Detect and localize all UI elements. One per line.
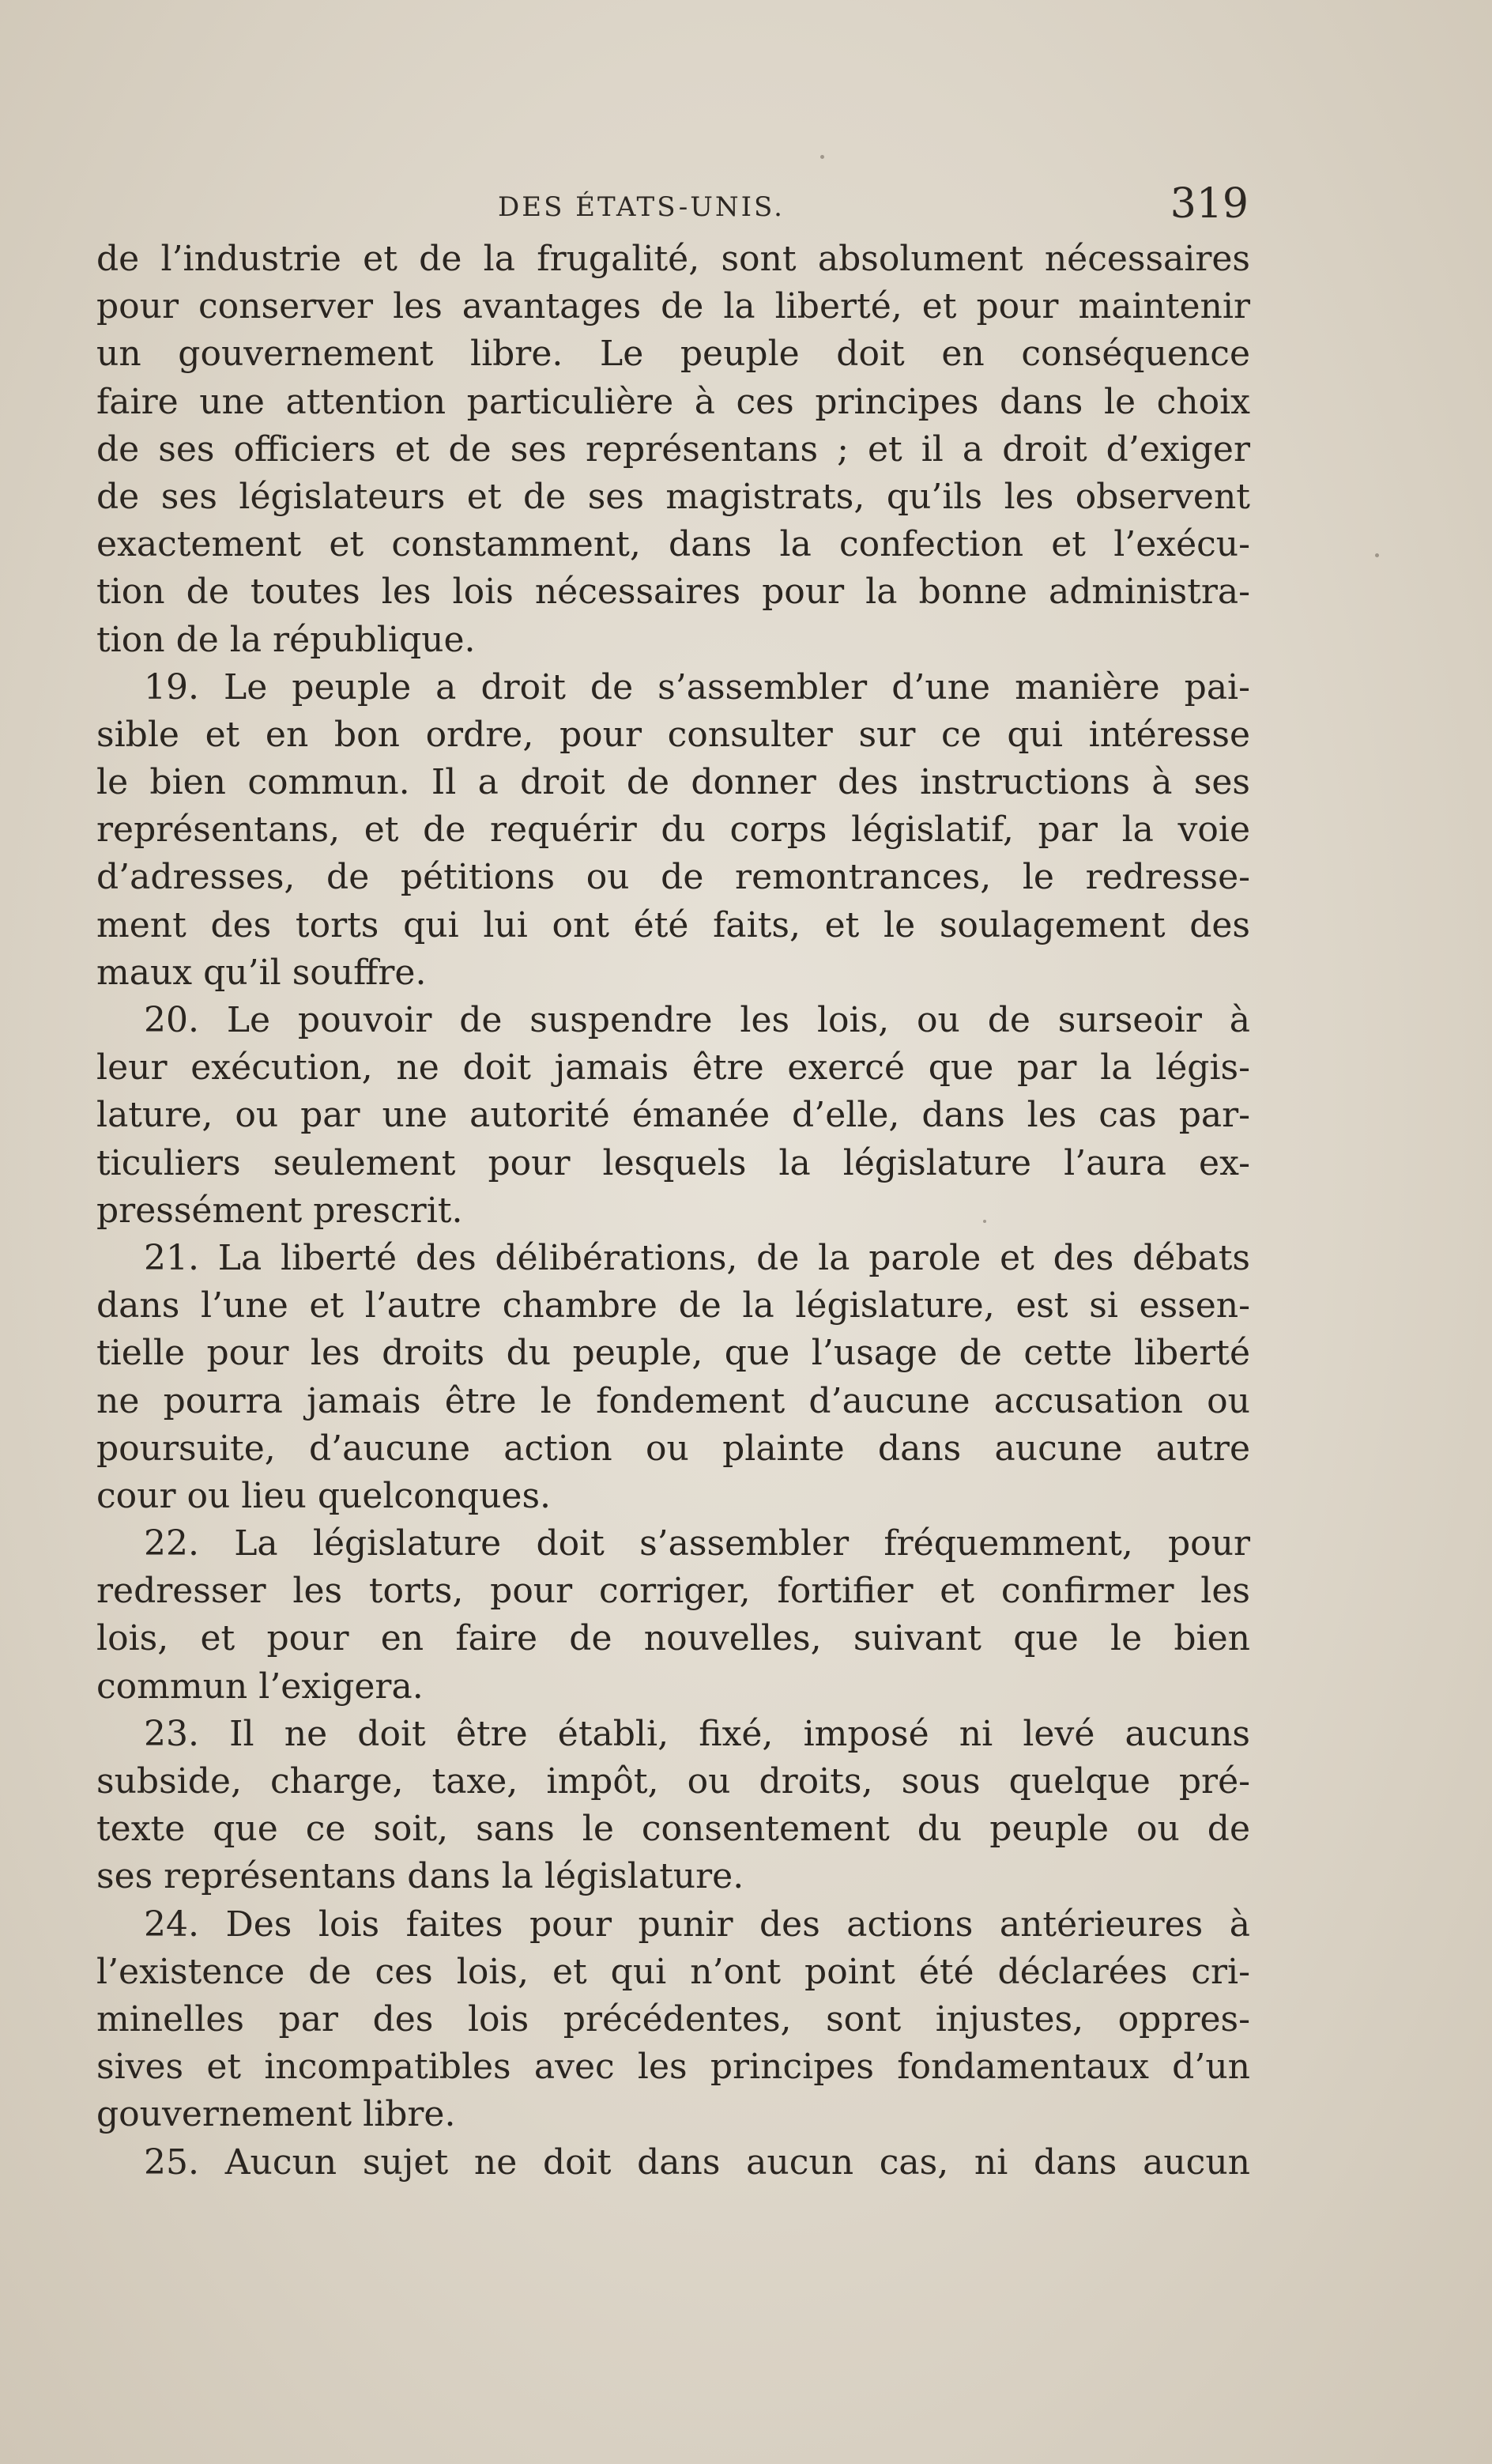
- text-line: 24. Des lois faites pour punir des actions antérieures à: [144, 1904, 1250, 1945]
- running-head: DES ÉTATS-UNIS.: [498, 191, 785, 223]
- text-line: 20. Le pouvoir de suspendre les lois, ou de surseoir à: [144, 1000, 1250, 1040]
- text-line: 19. Le peuple a droit de s’assembler d’une manière pai-: [144, 666, 1250, 708]
- text-line: tion de la république.: [96, 619, 476, 660]
- text-line: faire une attention particulière à ces principes dans le choix: [96, 381, 1250, 422]
- text-line: texte que ce soit, sans le consentement du peuple ou de: [96, 1809, 1250, 1850]
- text-line: lature, ou par une autorité émanée d’elle, dans les cas par-: [96, 1095, 1250, 1136]
- text-line: dans l’une et l’autre chambre de la législature, est si essen-: [96, 1285, 1250, 1326]
- text-line: pour conserver les avantages de la liberté, et pour maintenir: [96, 286, 1250, 327]
- text-line: 23. Il ne doit être établi, fixé, imposé ni levé aucuns: [144, 1713, 1250, 1754]
- text-line: le bien commun. Il a droit de donner des instructions à ses: [96, 762, 1250, 803]
- text-line: ne pourra jamais être le fondement d’aucune accusation ou: [96, 1380, 1250, 1421]
- text-line: tion de toutes les lois nécessaires pour la bonne administra-: [96, 572, 1250, 613]
- text-line: 21. La liberté des délibérations, de la parole et des débats: [144, 1237, 1250, 1278]
- text-line: tielle pour les droits du peuple, que l’usage de cette liberté: [96, 1333, 1250, 1374]
- body-text: [96, 236, 1250, 2187]
- text-line: de ses officiers et de ses représentans ; et il a droit d’exiger: [96, 428, 1250, 470]
- page-number: 319: [1170, 180, 1249, 228]
- text-line: exactement et constamment, dans la confection et l’exécu-: [96, 524, 1250, 565]
- text-line: ses représentans dans la législature.: [96, 1856, 744, 1897]
- text-line: cour ou lieu quelconques.: [96, 1475, 552, 1516]
- text-line: poursuite, d’aucune action ou plainte dans aucune autre: [96, 1428, 1250, 1469]
- text-line: 22. La législature doit s’assembler fréquemment, pour: [144, 1523, 1250, 1564]
- text-line: gouvernement libre.: [96, 2094, 456, 2135]
- text-line: minelles par des lois précédentes, sont injustes, oppres-: [96, 1998, 1250, 2039]
- text-line: 25. Aucun sujet ne doit dans aucun cas, ni dans aucun: [144, 2141, 1250, 2183]
- text-line: l’existence de ces lois, et qui n’ont point été déclarées cri-: [96, 1951, 1250, 1992]
- text-line: sible et en bon ordre, pour consulter sur ce qui intéresse: [96, 714, 1250, 755]
- text-line: commun l’exigera.: [96, 1666, 424, 1707]
- page-header: [95, 180, 1249, 243]
- text-line: sives et incompatibles avec les principes fondamentaux d’un: [96, 2047, 1250, 2088]
- text-line: lois, et pour en faire de nouvelles, suivant que le bien: [96, 1618, 1250, 1659]
- text-line: redresser les torts, pour corriger, fortifier et confirmer les: [96, 1571, 1250, 1612]
- text-line: maux qu’il souffre.: [96, 952, 427, 993]
- text-line: d’adresses, de pétitions ou de remontrances, le redresse-: [96, 857, 1250, 898]
- text-line: de ses législateurs et de ses magistrats, qu’ils les observent: [96, 476, 1250, 517]
- text-line: subside, charge, taxe, impôt, ou droits, sous quelque pré-: [96, 1761, 1250, 1802]
- paper-speck: [820, 155, 824, 159]
- paper-speck: [1375, 553, 1379, 557]
- text-line: leur exécution, ne doit jamais être exercé que par la légis-: [96, 1047, 1250, 1089]
- text-line: ticuliers seulement pour lesquels la législature l’aura ex-: [96, 1142, 1250, 1183]
- text-line: pressément prescrit.: [96, 1190, 463, 1231]
- text-line: de l’industrie et de la frugalité, sont absolument nécessaires: [96, 239, 1250, 279]
- text-line: un gouvernement libre. Le peuple doit en conséquence: [96, 334, 1250, 375]
- text-line: représentans, et de requérir du corps législatif, par la voie: [96, 809, 1250, 851]
- text-line: ment des torts qui lui ont été faits, et le soulagement des: [96, 904, 1250, 945]
